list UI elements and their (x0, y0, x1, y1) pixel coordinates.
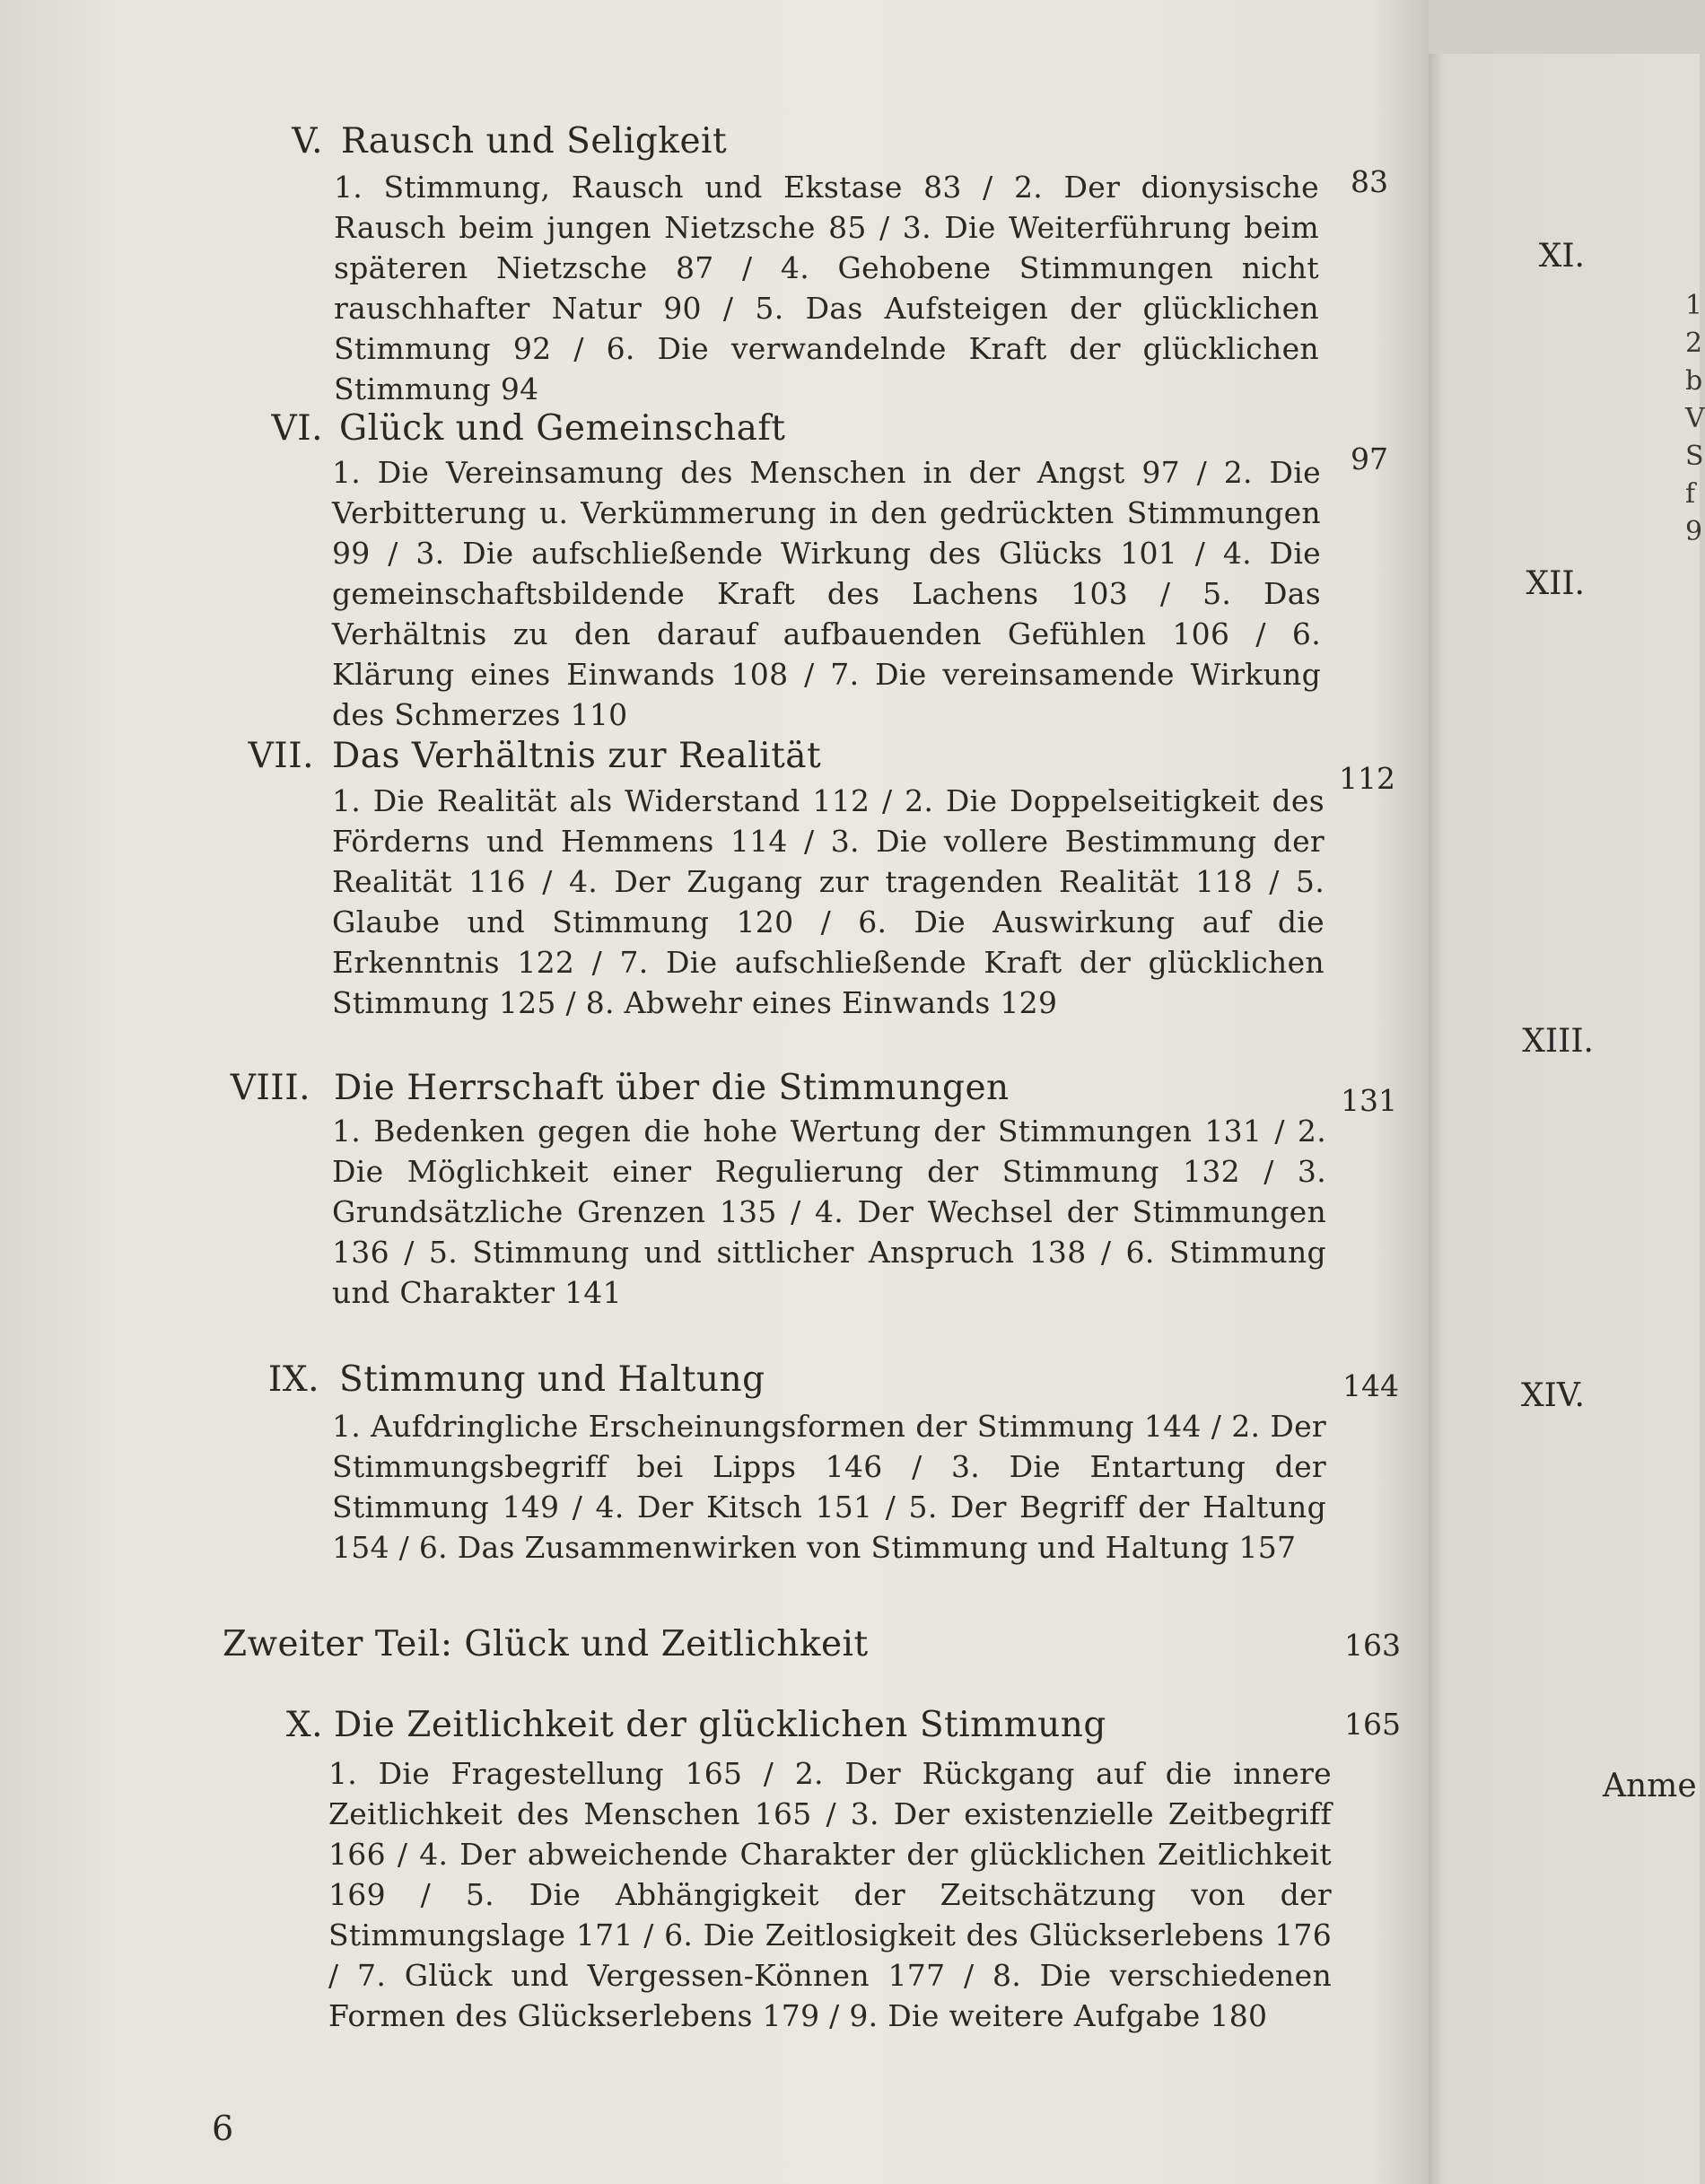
chapter-contents: 1. Bedenken gegen die hohe Wertung der Stimmungen 131 / 2. Die Möglichkeit einer Regulierung der Stimmung 132 / 3. Grundsätzliche Grenzen 135 / 4. Der Wechsel der Stimmungen 136 / 5. Stimmung und sittlicher Anspruch 138 / 6. Stimmung und Charakter 141 (332, 1114, 1326, 1310)
chapter-contents: 1. Die Vereinsamung des Menschen in der Angst 97 / 2. Die Verbitterung u. Verkümmerung in den gedrückten Stimmungen 99 / 3. Die aufschließende Wirkung des Glücks 101 / 4. Die gemeinschaftsbildende Kraft des Lachens 103 / 5. Das Verhältnis zu den darauf aufbauenden Gefühlen 106 / 6. Klärung eines Einwands 108 / 7. Die vereinsamende Wirkung des Schmerzes 110 (332, 455, 1321, 732)
chapter-number: VI. (271, 408, 323, 449)
chapter-page-number: 131 (1341, 1083, 1397, 1118)
text-fragment: 2 (1685, 328, 1703, 359)
chapter-page-number: 144 (1342, 1368, 1399, 1403)
chapter-page-number: 83 (1351, 164, 1388, 199)
chapter-number: VIII. (230, 1068, 310, 1108)
text-fragment: b (1685, 365, 1703, 397)
chapter-number: XII. (1526, 565, 1585, 602)
partial-heading: Anme (1603, 1768, 1697, 1804)
chapter-page-number: 97 (1351, 441, 1388, 476)
right-page (1429, 54, 1705, 2184)
chapter-number: VII. (248, 736, 314, 776)
chapter-title: Stimmung und Haltung (339, 1359, 765, 1400)
chapter-contents: 1. Die Realität als Widerstand 112 / 2. Die Doppelseitigkeit des Förderns und Hemmens 114 / 3. Die vollere Bestimmung der Realität 116 / 4. Der Zugang zur tragenden Realität 118 / 5. Glaube und Stimmung 120 / 6. Die Auswirkung auf die Erkenntnis 122 / 7. Die aufschließende Kraft der glücklichen Stimmung 125 / 8. Abwehr eines Einwands 129 (332, 783, 1325, 1020)
chapter-title: Glück und Gemeinschaft (339, 408, 786, 449)
chapter-number: IX. (267, 1359, 319, 1400)
chapter-number: XIII. (1522, 1023, 1594, 1060)
chapter-title: Die Zeitlichkeit der glücklichen Stimmung (334, 1705, 1106, 1745)
chapter-number: V. (292, 121, 323, 162)
text-fragment: S (1685, 441, 1704, 472)
text-fragment: 9 (1685, 516, 1703, 547)
part-title: Zweiter Teil: Glück und Zeitlichkeit (223, 1624, 869, 1664)
chapter-number: XIV. (1521, 1377, 1585, 1414)
chapter-number: XI. (1538, 238, 1585, 275)
text-fragment: 1 (1685, 290, 1703, 321)
chapter-title: Rausch und Seligkeit (341, 121, 728, 162)
chapter-title: Das Verhältnis zur Realität (332, 736, 822, 776)
text-fragment: V (1685, 403, 1705, 434)
part-page-number: 163 (1344, 1628, 1401, 1663)
chapter-page-number: 165 (1344, 1707, 1401, 1742)
chapter-number: X. (285, 1705, 323, 1745)
page-number: 6 (212, 2109, 234, 2148)
chapter-contents: 1. Aufdringliche Erscheinungsformen der Stimmung 144 / 2. Der Stimmungsbegriff bei Lipps 146 / 3. Die Entartung der Stimmung 149 / 4. Der Kitsch 151 / 5. Der Begriff der Haltung 154 / 6. Das Zusammenwirken von Stimmung und Haltung 157 (332, 1409, 1326, 1565)
text-fragment: f (1685, 478, 1696, 510)
chapter-contents: 1. Stimmung, Rausch und Ekstase 83 / 2. Der dionysische Rausch beim jungen Nietzsche 85 / 3. Die Weiterführung beim späteren Nietzsche 87 / 4. Gehobene Stimmungen nicht rauschhafter Natur 90 / 5. Das Aufsteigen der glücklichen Stimmung 92 / 6. Die verwandelnde Kraft der glücklichen Stimmung 94 (334, 170, 1319, 406)
chapter-title: Die Herrschaft über die Stimmungen (334, 1068, 1010, 1108)
chapter-contents: 1. Die Fragestellung 165 / 2. Der Rückgang auf die innere Zeitlichkeit des Menschen 165 / 3. Der existenzielle Zeitbegriff 166 / 4. Der abweichende Charakter der glücklichen Zeitlichkeit 169 / 5. Die Abhängigkeit der Zeitschätzung von der Stimmungslage 171 / 6. Die Zeitlosigkeit des Glückserlebens 176 / 7. Glück und Vergessen-Können 177 / 8. Die verschiedenen Formen des Glückserlebens 179 / 9. Die weitere Aufgabe 180 (328, 1756, 1332, 2033)
chapter-page-number: 112 (1339, 761, 1395, 796)
